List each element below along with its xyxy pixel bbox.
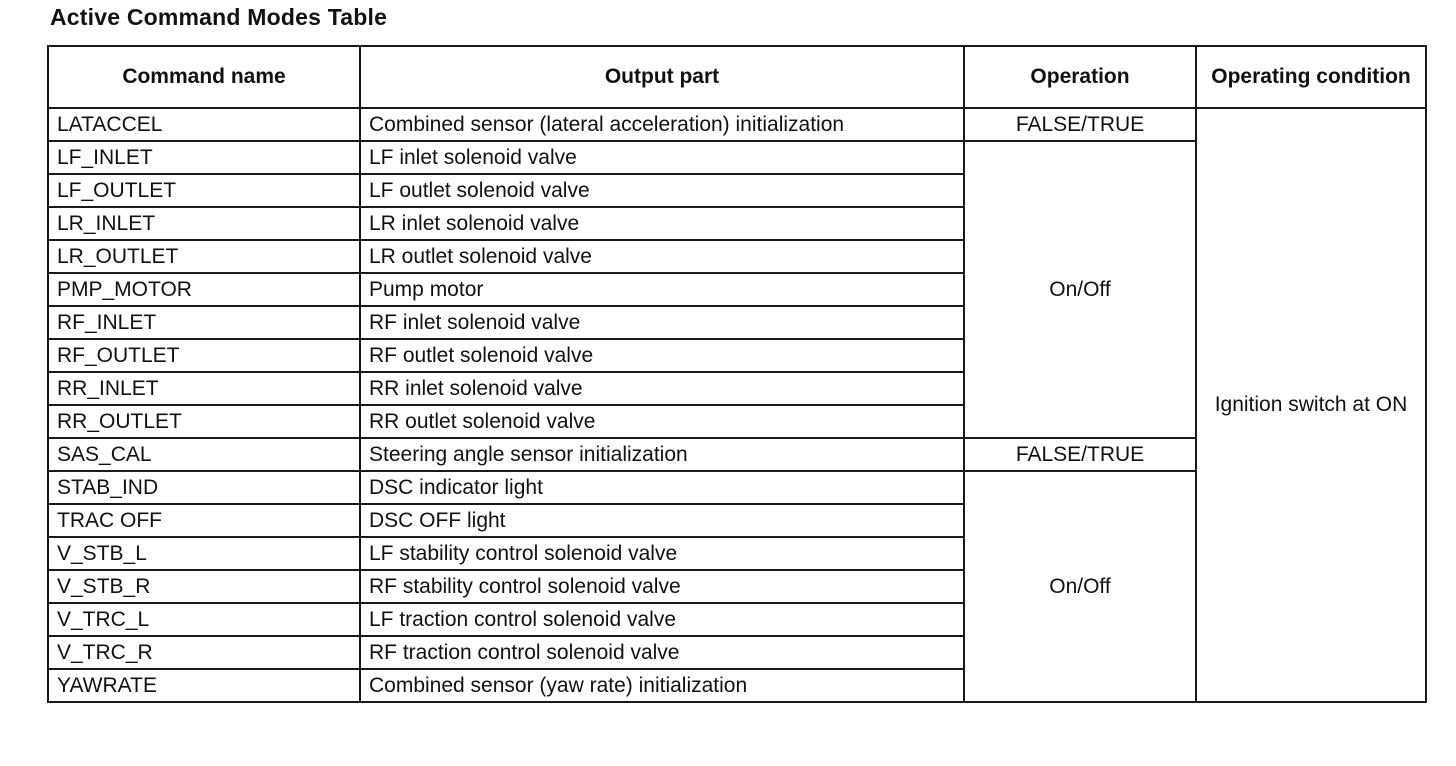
command-name-cell: LATACCEL bbox=[48, 108, 360, 141]
command-name-cell: RR_INLET bbox=[48, 372, 360, 405]
command-name-cell: V_TRC_L bbox=[48, 603, 360, 636]
output-part-cell: RR outlet solenoid valve bbox=[360, 405, 964, 438]
output-part-cell: DSC OFF light bbox=[360, 504, 964, 537]
output-part-cell: LF traction control solenoid valve bbox=[360, 603, 964, 636]
operation-cell: FALSE/TRUE bbox=[964, 108, 1196, 141]
header-output-part: Output part bbox=[360, 46, 964, 108]
command-name-cell: V_STB_L bbox=[48, 537, 360, 570]
table-row bbox=[48, 108, 1426, 141]
output-part-cell: DSC indicator light bbox=[360, 471, 964, 504]
output-part-cell: RF traction control solenoid valve bbox=[360, 636, 964, 669]
output-part-cell: LF stability control solenoid valve bbox=[360, 537, 964, 570]
command-name-cell: RF_INLET bbox=[48, 306, 360, 339]
operating-condition-cell: Ignition switch at ON bbox=[1196, 108, 1426, 702]
output-part-cell: LF inlet solenoid valve bbox=[360, 141, 964, 174]
header-operation: Operation bbox=[964, 46, 1196, 108]
operation-cell: FALSE/TRUE bbox=[964, 438, 1196, 471]
output-part-cell: Steering angle sensor initialization bbox=[360, 438, 964, 471]
output-part-cell: RF inlet solenoid valve bbox=[360, 306, 964, 339]
operation-cell: On/Off bbox=[964, 471, 1196, 702]
command-name-cell: YAWRATE bbox=[48, 669, 360, 702]
operation-cell: On/Off bbox=[964, 141, 1196, 438]
command-name-cell: PMP_MOTOR bbox=[48, 273, 360, 306]
output-part-cell: Combined sensor (lateral acceleration) initialization bbox=[360, 108, 964, 141]
command-name-cell: RF_OUTLET bbox=[48, 339, 360, 372]
active-command-modes-table bbox=[47, 45, 1427, 703]
header-operating-condition: Operating condition bbox=[1196, 46, 1426, 108]
command-name-cell: RR_OUTLET bbox=[48, 405, 360, 438]
output-part-cell: LR inlet solenoid valve bbox=[360, 207, 964, 240]
output-part-cell: LF outlet solenoid valve bbox=[360, 174, 964, 207]
command-name-cell: STAB_IND bbox=[48, 471, 360, 504]
output-part-cell: RR inlet solenoid valve bbox=[360, 372, 964, 405]
command-name-cell: V_STB_R bbox=[48, 570, 360, 603]
output-part-cell: RF outlet solenoid valve bbox=[360, 339, 964, 372]
output-part-cell: Pump motor bbox=[360, 273, 964, 306]
command-name-cell: LR_INLET bbox=[48, 207, 360, 240]
header-command-name: Command name bbox=[48, 46, 360, 108]
command-name-cell: LF_INLET bbox=[48, 141, 360, 174]
output-part-cell: LR outlet solenoid valve bbox=[360, 240, 964, 273]
table-header-row bbox=[48, 46, 1426, 108]
command-name-cell: LR_OUTLET bbox=[48, 240, 360, 273]
command-name-cell: V_TRC_R bbox=[48, 636, 360, 669]
command-name-cell: LF_OUTLET bbox=[48, 174, 360, 207]
command-name-cell: SAS_CAL bbox=[48, 438, 360, 471]
command-name-cell: TRAC OFF bbox=[48, 504, 360, 537]
table-title: Active Command Modes Table bbox=[50, 4, 388, 30]
output-part-cell: Combined sensor (yaw rate) initialization bbox=[360, 669, 964, 702]
output-part-cell: RF stability control solenoid valve bbox=[360, 570, 964, 603]
